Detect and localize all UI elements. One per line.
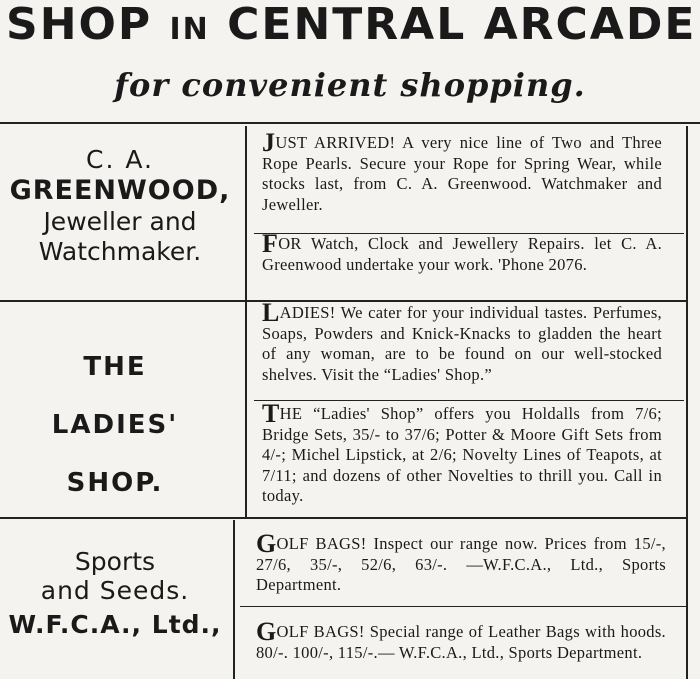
- section-divider-2: [0, 517, 688, 519]
- title-shop: SHOP: [6, 0, 153, 50]
- ad-paragraph: [256, 529, 666, 596]
- advertiser-greenwood: [0, 145, 240, 267]
- drop-cap: T: [262, 399, 280, 428]
- column-divider-1: [245, 126, 247, 300]
- ad-paragraph: [262, 128, 662, 215]
- ad-text: OLF BAGS! Special range of Leather Bags with hoods. 80/-. 100/-, 115/-.— W.F.C.A., Ltd., Sports Department.: [256, 622, 666, 662]
- advertiser-line: C. A.: [86, 145, 154, 174]
- advertiser-line: SHOP.: [66, 468, 164, 498]
- column-divider-2: [245, 302, 247, 517]
- ad-text: OLF BAGS! Inspect our range now. Prices from 15/-, 27/6, 35/-, 52/6, 63/-. —W.F.C.A., Ltd., Sports Department.: [256, 534, 666, 594]
- advertiser-line: Jeweller and: [43, 207, 197, 236]
- ad-text: UST ARRIVED! A very nice line of Two and Three Rope Pearls. Secure your Rope for Spring Wear, while stocks last, from C. A. Greenwood. Watchmaker and Jeweller.: [262, 133, 662, 214]
- title-in: IN: [169, 12, 210, 47]
- page-title: [0, 0, 700, 50]
- advertiser-line: THE: [83, 352, 147, 382]
- top-divider: [0, 122, 700, 124]
- ad-text: OR Watch, Clock and Jewellery Repairs. let C. A. Greenwood undertake your work. 'Phone 2076.: [262, 234, 662, 274]
- ad-paragraph: [262, 229, 662, 275]
- advertiser-wfca: [0, 547, 230, 645]
- drop-cap: J: [262, 128, 276, 157]
- advertiser-line: Sports: [74, 547, 156, 576]
- drop-cap: F: [262, 229, 279, 258]
- page-subtitle: for convenient shopping.: [114, 66, 586, 104]
- ad-text: HE “Ladies' Shop” offers you Holdalls from 7/6; Bridge Sets, 35/- to 37/6; Potter & Moore Gift Sets from 4/-; Michel Lipstick, at 2/6; Novelty Lines of Teapots, at 7/11; and dozens of other Novelties to thrill you. Call in today.: [262, 404, 662, 505]
- title-central-arcade: CENTRAL ARCADE: [227, 0, 697, 50]
- drop-cap: G: [256, 529, 277, 558]
- advertiser-line: LADIES': [51, 410, 179, 440]
- advertiser-line: W.F.C.A., Ltd.,: [8, 610, 222, 639]
- advertiser-ladies-shop: [0, 338, 230, 512]
- advertiser-line: and Seeds.: [40, 576, 190, 605]
- ad-paragraph: [262, 399, 662, 507]
- inner-divider-2: [254, 400, 684, 401]
- right-edge: [686, 126, 688, 679]
- inner-divider-3: [240, 606, 686, 607]
- ad-paragraph: [262, 298, 662, 385]
- drop-cap: G: [256, 617, 277, 646]
- advertiser-line: GREENWOOD,: [9, 175, 231, 206]
- ad-paragraph: [256, 617, 666, 663]
- section-divider-1: [0, 300, 688, 302]
- column-divider-3: [233, 520, 235, 679]
- drop-cap: L: [262, 298, 280, 327]
- ad-text: ADIES! We cater for your individual tastes. Perfumes, Soaps, Powders and Knick-Knacks to gladden the heart of any woman, are to be found on our well-stocked shelves. Visit the “Ladies' Shop.”: [262, 303, 662, 384]
- advertiser-line: Watchmaker.: [38, 237, 202, 266]
